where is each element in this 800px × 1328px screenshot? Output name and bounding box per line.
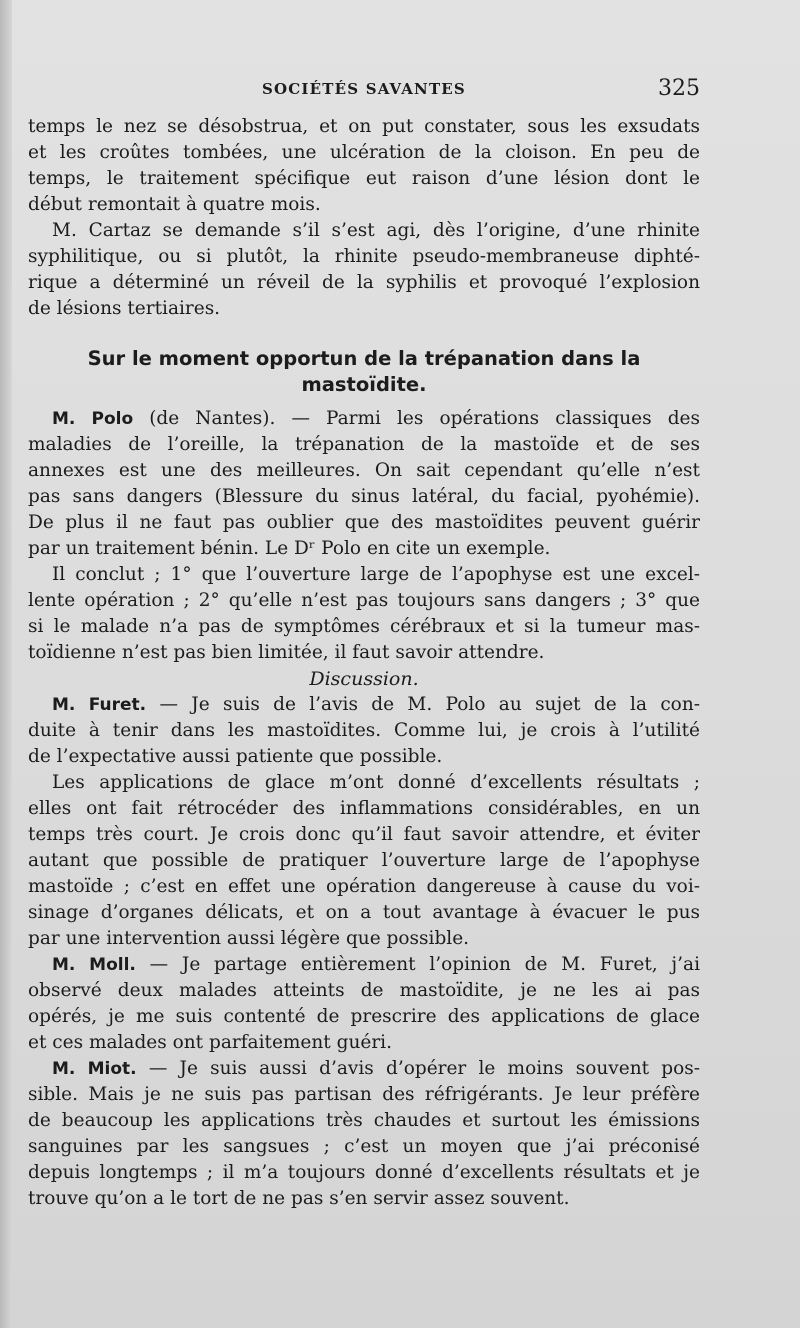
text-line: début remontait à quatre mois. bbox=[28, 194, 321, 215]
text-line: si le malade n’a pas de symptômes cérébraux et si la tumeur mas- bbox=[28, 616, 700, 637]
section-heading-continued: mastoïdite. bbox=[301, 373, 427, 396]
text-line: temps le nez se désobstrua, et on put constater, sous les exsudats bbox=[28, 116, 700, 137]
spacer bbox=[28, 322, 700, 346]
speech-text: — Je partage entièrement l’opinion de M. Furet, j’ai bbox=[135, 954, 700, 975]
text-line: temps, le traitement spécifique eut raison d’une lésion dont le bbox=[28, 168, 700, 189]
text-line: sible. Mais je ne suis pas partisan des réfrigérants. Je leur préfère bbox=[28, 1084, 700, 1105]
text-line: et ces malades ont parfaitement guéri. bbox=[28, 1032, 392, 1053]
text-line: duite à tenir dans les mastoïdites. Comme lui, je crois à l’utilité bbox=[28, 720, 700, 741]
speech-text: (de Nantes). — Parmi les opérations classiques des bbox=[133, 408, 700, 429]
text-line: autant que possible de pratiquer l’ouverture large de l’apophyse bbox=[28, 850, 700, 871]
text-line: Il conclut ; 1° que l’ouverture large de l’apophyse est une excel- bbox=[52, 564, 700, 585]
text-line: De plus il ne faut pas oublier que des mastoïdites peuvent guérir bbox=[28, 512, 700, 533]
text-line: M. Cartaz se demande s’il s’est agi, dès l’origine, d’une rhinite bbox=[52, 220, 700, 241]
text-line: pas sans dangers (Blessure du sinus latéral, du facial, pyohémie). bbox=[28, 486, 700, 507]
text-line: mastoïde ; c’est en effet une opération dangereuse à cause du voi- bbox=[28, 876, 700, 897]
text-line: depuis longtemps ; il m’a toujours donné d’excellents résultats et je bbox=[28, 1162, 700, 1183]
text-line: par un traitement bénin. Le Dʳ Polo en cite un exemple. bbox=[28, 538, 551, 559]
text-line: sanguines par les sangsues ; c’est un moyen que j’ai préconisé bbox=[28, 1136, 700, 1157]
text-line: annexes est une des meilleures. On sait cependant qu’elle n’est bbox=[28, 460, 700, 481]
text-line bbox=[28, 406, 700, 432]
text-line: elles ont fait rétrocéder des inflammations considérables, en un bbox=[28, 798, 700, 819]
text-line bbox=[28, 692, 700, 718]
text-line bbox=[28, 1056, 700, 1082]
text-line: maladies de l’oreille, la trépanation de la mastoïde et de ses bbox=[28, 434, 700, 455]
text-line: temps très court. Je crois donc qu’il faut savoir attendre, et éviter bbox=[28, 824, 700, 845]
text-line: trouve qu’on a le tort de ne pas s’en servir assez souvent. bbox=[28, 1188, 570, 1209]
text-line: toïdienne n’est pas bien limitée, il faut savoir attendre. bbox=[28, 642, 545, 663]
speaker-name: M. Moll. bbox=[52, 955, 136, 975]
text-line: par une intervention aussi légère que possible. bbox=[28, 928, 470, 949]
text-line: et les croûtes tombées, une ulcération de la cloison. En peu de bbox=[28, 142, 700, 163]
text-line: opérés, je me suis contenté de prescrire des applications de glace bbox=[28, 1006, 700, 1027]
speaker-name: M. Furet. bbox=[52, 695, 147, 715]
text-line bbox=[28, 952, 700, 978]
page-edge-shadow bbox=[0, 0, 12, 1328]
discussion-heading: Discussion. bbox=[309, 668, 419, 690]
page-body bbox=[28, 114, 700, 1212]
speech-text: — Je suis de l’avis de M. Polo au sujet de la con- bbox=[146, 694, 700, 715]
text-line: syphilitique, ou si plutôt, la rhinite pseudo-membraneuse diphté- bbox=[28, 246, 700, 267]
speech-text: — Je suis aussi d’avis d’opérer le moins souvent pos- bbox=[136, 1058, 700, 1079]
running-title: SOCIÉTÉS SAVANTES bbox=[262, 80, 466, 98]
text-line: lente opération ; 2° qu’elle n’est pas toujours sans dangers ; 3° que bbox=[28, 590, 700, 611]
speaker-name: M. Miot. bbox=[52, 1059, 137, 1079]
text-line: de l’expectative aussi patiente que possible. bbox=[28, 746, 443, 767]
section-heading: Sur le moment opportun de la trépanation dans la bbox=[87, 347, 641, 370]
speaker-name: M. Polo bbox=[52, 409, 134, 429]
page-header bbox=[0, 76, 800, 106]
text-line: observé deux malades atteints de mastoïdite, je ne les ai pas bbox=[28, 980, 700, 1001]
page-number: 325 bbox=[658, 76, 700, 101]
text-line: Les applications de glace m’ont donné d’excellents résultats ; bbox=[52, 772, 700, 793]
text-line: sinage d’organes délicats, et on a tout avantage à évacuer le pus bbox=[28, 902, 700, 923]
text-line: de lésions tertiaires. bbox=[28, 298, 221, 319]
text-line: de beaucoup les applications très chaudes et surtout les émissions bbox=[28, 1110, 700, 1131]
text-line: rique a déterminé un réveil de la syphilis et provoqué l’explosion bbox=[28, 272, 700, 293]
spacer bbox=[28, 398, 700, 406]
